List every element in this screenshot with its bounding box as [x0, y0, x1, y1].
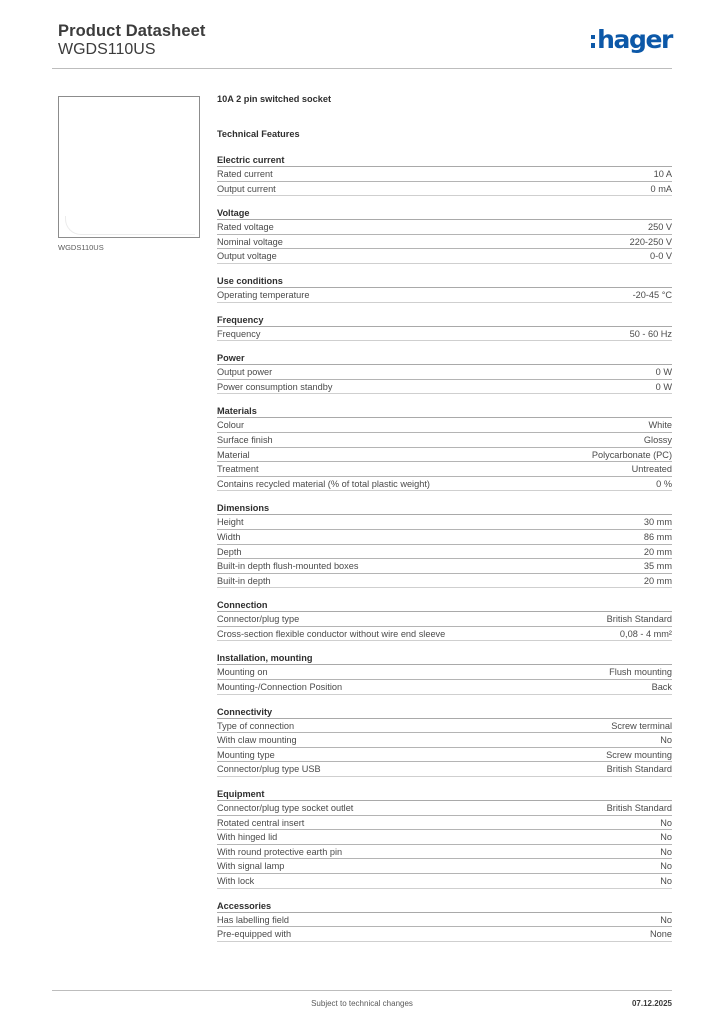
spec-label: Treatment [217, 464, 259, 475]
spec-value: 50 - 60 Hz [629, 328, 672, 339]
spec-label: Connector/plug type USB [217, 764, 321, 775]
spec-row [217, 288, 672, 303]
spec-value: 0 mA [650, 183, 672, 194]
product-name: 10A 2 pin switched socket [217, 94, 332, 104]
spec-row [217, 874, 672, 889]
logo-dot-bottom [591, 43, 596, 48]
spec-value: 35 mm [643, 561, 672, 572]
spec-row [217, 859, 672, 874]
spec-row [217, 545, 672, 560]
spec-label: Mounting type [217, 749, 275, 760]
hager-logo [591, 24, 672, 54]
spec-label: Colour [217, 420, 245, 431]
spec-row [217, 448, 672, 463]
spec-value: Back [651, 682, 672, 693]
spec-row [217, 748, 672, 763]
spec-label: Built-in depth flush-mounted boxes [217, 561, 359, 572]
spec-value: No [660, 846, 672, 857]
spec-value: Glossy [643, 434, 672, 445]
spec-row [217, 680, 672, 695]
spec-row [217, 418, 672, 433]
section-title: Connection [217, 599, 672, 612]
spec-value: None [650, 929, 672, 940]
spec-value: Screw terminal [611, 720, 672, 731]
spec-value: 0 W [655, 381, 672, 392]
spec-value: No [660, 876, 672, 886]
section-title: Accessories [217, 900, 672, 913]
feature-section [217, 207, 672, 264]
logo-dot-top [591, 35, 596, 40]
feature-section [217, 352, 672, 394]
spec-value: 20 mm [643, 546, 672, 557]
footer-note: Subject to technical changes [311, 999, 413, 1008]
feature-section [217, 788, 672, 889]
spec-row [217, 927, 672, 942]
spec-label: Type of connection [217, 720, 295, 731]
spec-value: 30 mm [643, 517, 672, 528]
spec-value: British Standard [606, 614, 672, 625]
spec-value: 0 % [656, 478, 672, 489]
spec-row [217, 612, 672, 627]
spec-row [217, 462, 672, 477]
spec-row [217, 182, 672, 197]
spec-label: Height [217, 517, 244, 528]
spec-label: With claw mounting [217, 735, 297, 746]
spec-value: No [660, 817, 672, 828]
spec-row [217, 801, 672, 816]
section-title: Voltage [217, 207, 672, 220]
logo-colon-icon [591, 35, 596, 48]
spec-value: British Standard [606, 803, 672, 814]
spec-row [217, 719, 672, 734]
spec-row [217, 380, 672, 395]
spec-value: No [660, 861, 672, 872]
spec-row [217, 574, 672, 589]
spec-value: 220-250 V [629, 236, 672, 247]
product-image [58, 96, 200, 238]
spec-value: No [660, 832, 672, 843]
spec-label: Rotated central insert [217, 817, 305, 828]
spec-label: Output power [217, 367, 273, 378]
spec-value: 250 V [647, 222, 672, 233]
feature-section [217, 154, 672, 196]
spec-value: Polycarbonate (PC) [591, 449, 672, 460]
spec-row [217, 762, 672, 777]
feature-section [217, 706, 672, 777]
logo-wordmark: hager [597, 24, 672, 54]
spec-value: Flush mounting [609, 667, 672, 678]
spec-label: Output current [217, 183, 276, 194]
spec-label: Width [217, 531, 241, 542]
spec-value: 0 W [655, 367, 672, 378]
spec-value: No [660, 735, 672, 746]
spec-row [217, 530, 672, 545]
spec-label: Cross-section flexible conductor without wire end sleeve [217, 628, 446, 639]
spec-label: Rated current [217, 169, 273, 179]
spec-value: 0,08 - 4 mm² [619, 628, 672, 639]
spec-value: No [660, 914, 672, 925]
technical-content [217, 94, 672, 942]
section-title: Frequency [217, 314, 672, 327]
spec-value: Screw mounting [606, 749, 672, 760]
spec-row [217, 327, 672, 342]
spec-label: With signal lamp [217, 861, 285, 872]
spec-row [217, 249, 672, 264]
spec-label: Frequency [217, 328, 261, 339]
spec-value: 0-0 V [650, 251, 672, 262]
spec-row [217, 220, 672, 235]
page-header [58, 22, 672, 68]
section-title: Power [217, 352, 672, 365]
feature-section [217, 502, 672, 588]
spec-row [217, 365, 672, 380]
spec-row [217, 816, 672, 831]
feature-section [217, 405, 672, 491]
spec-label: Contains recycled material (% of total plastic weight) [217, 478, 430, 489]
spec-label: Pre-equipped with [217, 929, 292, 940]
spec-row [217, 559, 672, 574]
feature-section [217, 275, 672, 303]
spec-row [217, 830, 672, 845]
footer-divider [52, 990, 672, 991]
spec-value: -20-45 °C [632, 289, 672, 300]
spec-value: 86 mm [643, 531, 672, 542]
spec-row [217, 627, 672, 642]
spec-label: Material [217, 449, 250, 460]
feature-sections [217, 154, 672, 942]
feature-section [217, 599, 672, 641]
section-title: Dimensions [217, 502, 672, 515]
spec-label: Depth [217, 546, 242, 557]
product-image-outline [65, 216, 195, 235]
spec-label: Mounting-/Connection Position [217, 682, 343, 693]
spec-row [217, 515, 672, 530]
spec-row [217, 477, 672, 492]
product-reference: WGDS110US [58, 41, 156, 58]
spec-value: 10 A [653, 169, 672, 179]
spec-label: Connector/plug type socket outlet [217, 803, 354, 814]
spec-label: Power consumption standby [217, 381, 333, 392]
spec-row [217, 845, 672, 860]
spec-label: With round protective earth pin [217, 846, 343, 857]
spec-label: Operating temperature [217, 289, 310, 300]
section-title: Installation, mounting [217, 652, 672, 665]
feature-section [217, 314, 672, 342]
spec-label: Nominal voltage [217, 236, 283, 247]
spec-row [217, 733, 672, 748]
section-title: Use conditions [217, 275, 672, 288]
spec-label: Mounting on [217, 667, 268, 678]
spec-label: Connector/plug type [217, 614, 300, 625]
spec-row [217, 665, 672, 680]
spec-label: Built-in depth [217, 575, 271, 586]
section-title: Connectivity [217, 706, 672, 719]
technical-features-heading: Technical Features [217, 129, 300, 139]
spec-label: Surface finish [217, 434, 273, 445]
spec-label: With hinged lid [217, 832, 278, 843]
section-title: Equipment [217, 788, 672, 801]
section-title: Materials [217, 405, 672, 418]
header-divider [52, 68, 672, 69]
spec-value: White [648, 420, 672, 431]
document-title: Product Datasheet [58, 22, 206, 40]
spec-row [217, 235, 672, 250]
spec-value: 20 mm [643, 575, 672, 586]
spec-label: Has labelling field [217, 914, 290, 925]
spec-label: Rated voltage [217, 222, 274, 233]
spec-value: British Standard [606, 764, 672, 775]
spec-value: Untreated [631, 464, 672, 475]
spec-row [217, 433, 672, 448]
spec-row [217, 167, 672, 182]
product-image-caption: WGDS110US [58, 243, 104, 252]
spec-label: Output voltage [217, 251, 277, 262]
section-title: Electric current [217, 154, 672, 167]
spec-row [217, 913, 672, 928]
spec-label: With lock [217, 876, 255, 886]
footer-date: 07.12.2025 [631, 999, 672, 1008]
feature-section [217, 900, 672, 942]
feature-section [217, 652, 672, 694]
